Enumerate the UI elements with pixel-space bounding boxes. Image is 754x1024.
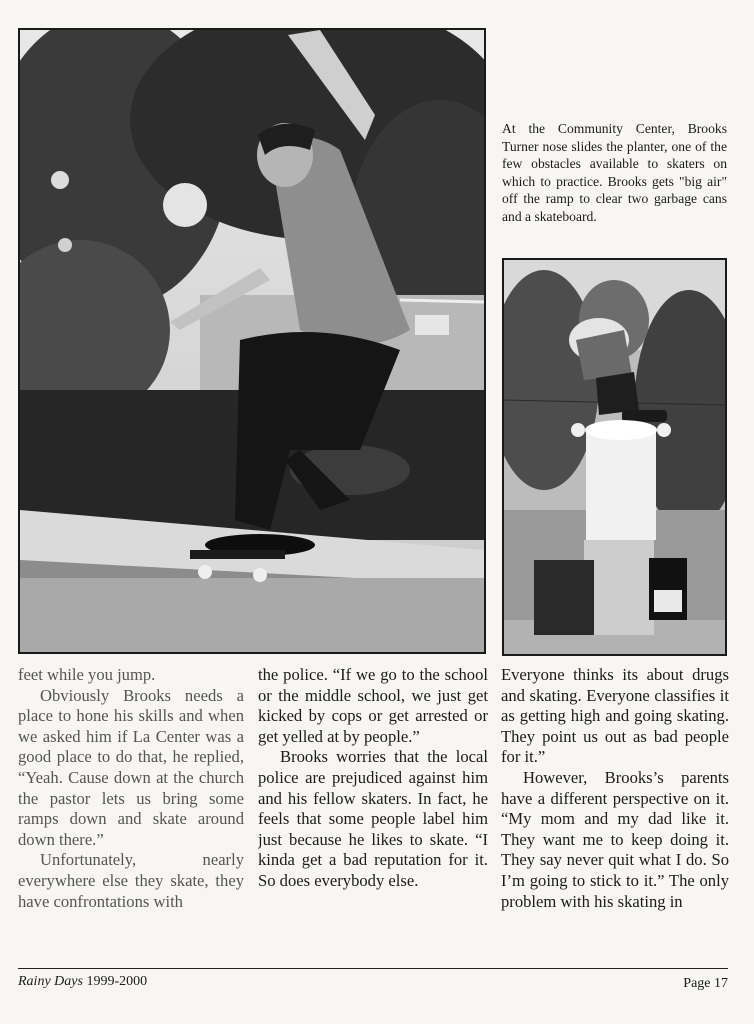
text-column-3 [501, 665, 729, 950]
paragraph: Brooks worries that the local police are prejudiced against him and his fellow skaters. In fact, he feels that some people label him just because he likes to skate. “I kinda get a bad reputation for it. So does everybody else. [258, 747, 488, 890]
text-column-2 [258, 665, 488, 950]
publication-years: 1999-2000 [86, 974, 148, 989]
text-column-1 [18, 665, 244, 950]
publication-title: Rainy Days [18, 974, 83, 989]
paragraph: Unfortunately, nearly everywhere else they skate, they have confrontations with [18, 850, 244, 911]
photo-skater-nose-slide [18, 28, 486, 654]
page-number: Page 17 [683, 976, 728, 991]
paragraph: feet while you jump. [18, 665, 156, 684]
paragraph: Obviously Brooks needs a place to hone his skills and when we asked him if La Center was a good place to do that, he replied, “Yeah. Cause down at the church the pastor lets us bring some ramps down and skate around down there.” [18, 685, 244, 849]
paragraph: Everyone thinks its about drugs and skating. Everyone classifies it as getting high and going skating. They point us out as bad people for it.” [501, 665, 729, 767]
photo-caption: At the Community Center, Brooks Turner nose slides the planter, one of the few obstacles available to skaters on which to practice. Brooks gets "big air" off the ramp to clear two garbage cans and a skateboard. [502, 121, 727, 224]
footer-rule [18, 968, 728, 969]
footer-publication [18, 973, 147, 991]
skater-big-air-image [504, 260, 725, 654]
paragraph: However, Brooks’s parents have a different perspective on it. “My mom and my dad like it. They want me to keep doing it. They say never quit what I do. So I’m going to stick to it.” The only problem with his skating in [501, 767, 729, 911]
paragraph: the police. “If we go to the school or the middle school, we just get kicked by cops or get arrested or get yelled at by people.” [258, 665, 488, 746]
skater-nose-slide-image [20, 30, 484, 652]
photo-skater-big-air [502, 258, 727, 656]
